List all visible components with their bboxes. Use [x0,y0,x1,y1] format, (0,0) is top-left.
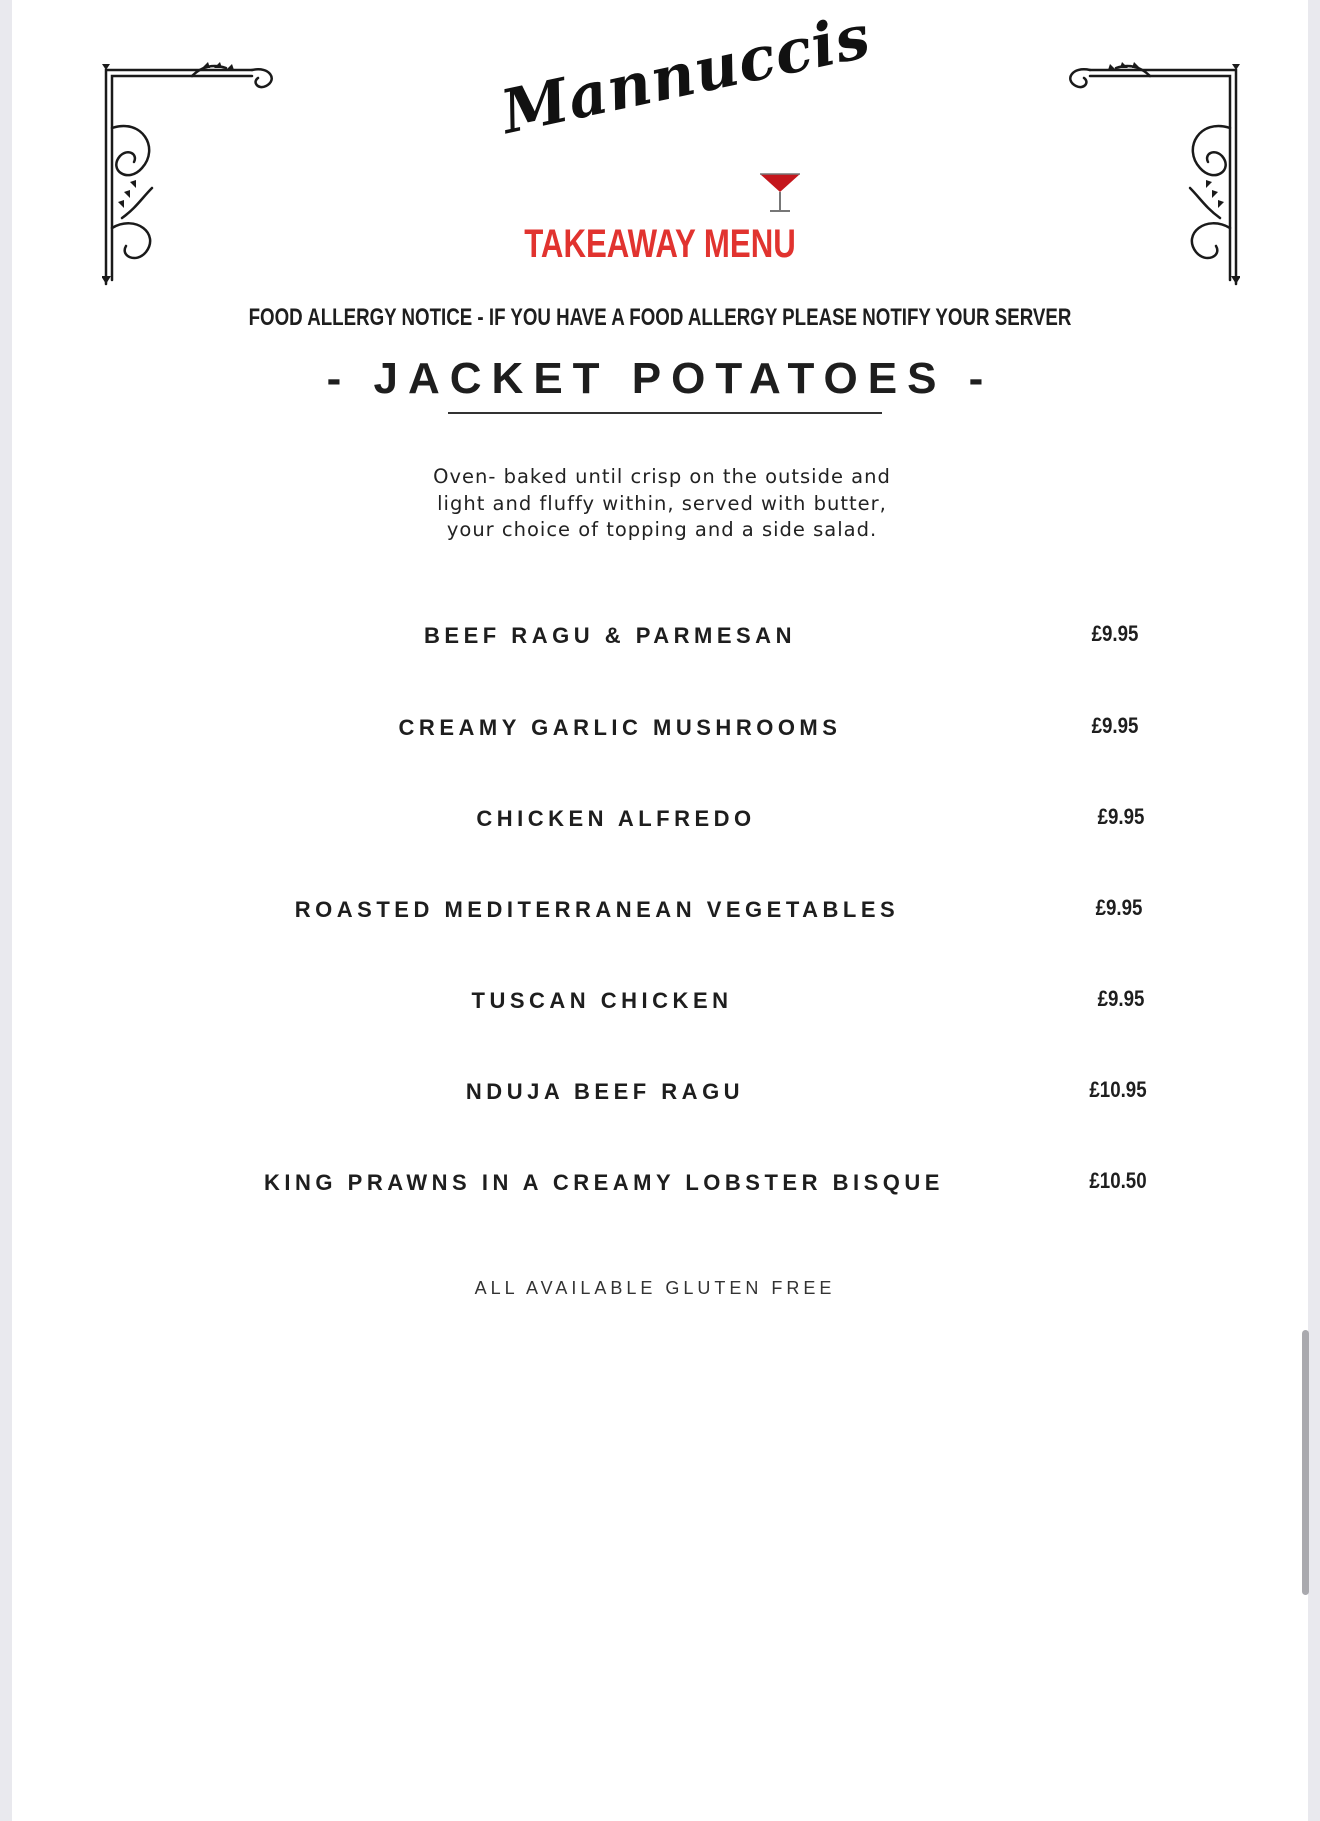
item-name: NDUJA BEEF RAGU [465,1079,745,1104]
item-price: £10.95 [1089,1077,1147,1102]
item-price: £10.50 [1089,1168,1147,1193]
item-name: BEEF RAGU & PARMESAN [424,623,796,648]
item-price: £9.95 [1097,804,1145,829]
item-price: £9.95 [1091,621,1139,646]
menu-item [0,1170,1320,1210]
menu-item [0,623,1320,663]
brand-name: Mannuccis [495,1,877,148]
item-name: KING PRAWNS IN A CREAMY LOBSTER BISQUE [264,1170,944,1195]
item-price: £9.95 [1097,986,1145,1011]
menu-item [0,897,1320,937]
cocktail-glass-icon [758,170,802,214]
item-price: £9.95 [1091,713,1139,738]
item-price: £9.95 [1095,895,1143,920]
item-name: CHICKEN ALFREDO [476,806,756,831]
section-title: - JACKET POTATOES - [326,354,994,403]
menu-item [0,806,1320,846]
menu-item [0,1079,1320,1119]
gluten-free-note: ALL AVAILABLE GLUTEN FREE [474,1278,836,1298]
item-name: TUSCAN CHICKEN [471,988,733,1013]
allergy-notice: FOOD ALLERGY NOTICE - IF YOU HAVE A FOOD ALLERGY PLEASE NOTIFY YOUR SERVER [248,304,1072,331]
section-description: Oven- baked until crisp on the outside and light and fluffy within, served with butter, your choice of topping and a side salad. [433,465,891,541]
menu-subtitle: TAKEAWAY MENU [524,222,796,266]
menu-item [0,715,1320,755]
item-name: ROASTED MEDITERRANEAN VEGETABLES [294,897,900,922]
menu-item [0,988,1320,1028]
section-divider [448,412,882,414]
item-name: CREAMY GARLIC MUSHROOMS [398,715,842,740]
scrollbar[interactable] [1302,1330,1309,1595]
